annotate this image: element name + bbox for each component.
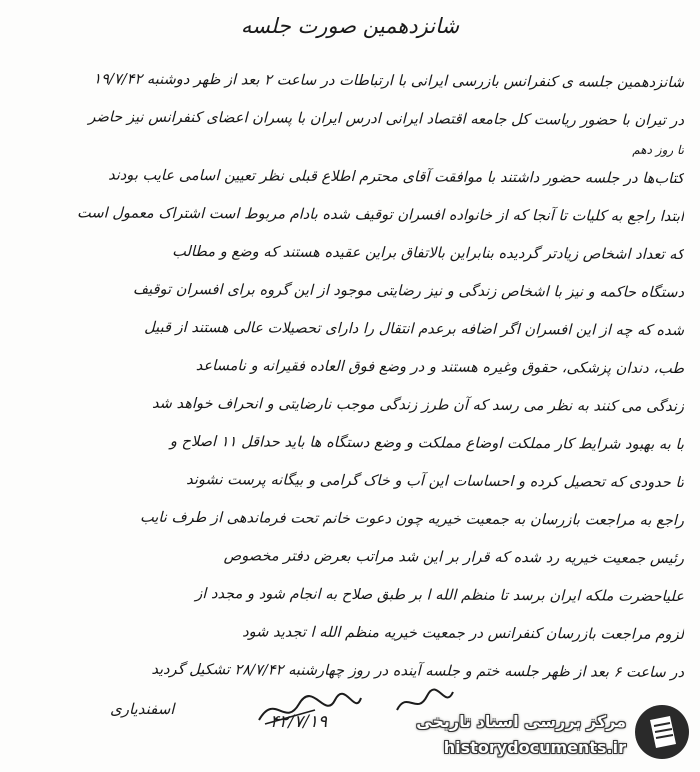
body-line-5: که تعداد اشخاص زیادتر گردیده بنابراین بالاتفاق براین عقیده هستند که وضع و مطالب: [172, 242, 685, 264]
document-archive-logo-icon: [632, 702, 692, 762]
body-line-7: شده که چه از این افسران اگر اضافه برعدم انتقال را دارای تحصیلات عالی هستند از قبیل: [144, 318, 685, 340]
body-line-13: رئیس جمعیت خیریه رد شده که قرار بر این شد مراتب بعرض دفتر مخصوص: [223, 547, 685, 568]
signature-date: ۴۲/۷/۱۹: [270, 712, 328, 732]
archive-watermark: [392, 698, 692, 766]
body-line-6: دستگاه حاکمه و نیز با اشخاص زندگی و نیز رضایتی موجود از این گروه برای افسران توقیف: [132, 280, 685, 302]
margin-annotation: تا روز دهم: [632, 142, 685, 158]
body-line-14: علیاحضرت ملکه ایران برسد تا منظم الله ا بر طبق صلاح به انجام شود و مجدد از: [195, 585, 685, 606]
handwritten-body: [16, 62, 684, 690]
body-line-4: ابتدا راجع به کلیات تا آنجا که از خانواده افسران توقیف شده بادام مربوط است اشتراک معمول است: [77, 204, 685, 226]
body-line-16: در ساعت ۶ بعد از ظهر جلسه ختم و جلسه آینده در روز چهارشنبه ۲۸/۷/۴۲ تشکیل گردید: [151, 660, 685, 682]
body-line-2: در تیران با حضور ریاست کل جامعه اقتصاد ایرانی ادرس ایران با پسران اعضای کنفرانس نیز حاضر: [88, 108, 685, 130]
body-line-3: کتاب‌ها در جلسه حضور داشتند با موافقت آقای محترم اطلاع قبلی نظر تعیین اسامی عایب بودند: [108, 166, 685, 188]
body-line-15: لزوم مراجعت بازرسان کنفرانس در جمعیت خیریه منظم الله ا تجدید شود: [242, 623, 685, 644]
body-line-9: زندگی می کنند به نظر می رسد که آن طرز زندگی موجب نارضایتی و انحراف خواهد شد: [152, 394, 685, 416]
page-title: شانزدهمین صورت جلسه: [240, 14, 460, 38]
body-line-8: طب، دندان پزشکی، حقوق وغیره هستند و در وضع فوق العاده فقیرانه و نامساعد: [195, 357, 685, 378]
body-line-11: تا حدودی که تحصیل کرده و احساسات این آب و خاک گرامی و بیگانه پرست نشوند: [186, 470, 685, 492]
watermark-name: مرکز بررسی اسناد تاریخی: [416, 712, 626, 731]
signature-name: اسفندیاری: [110, 700, 175, 718]
watermark-url: historydocuments.ir: [443, 738, 626, 757]
body-line-10: با به بهبود شرایط کار مملکت اوضاع مملکت و وضع دستگاه ها باید حداقل ۱۱ اصلاح و: [169, 432, 685, 454]
body-line-12: راجع به مراجعت بازرسان به جمعیت خیریه چون دعوت خانم تحت فرماندهی از طرف نایب: [139, 508, 685, 530]
body-line-1: شانزدهمین جلسه ی کنفرانس بازرسی ایرانی با ارتباطات در ساعت ۲ بعد از ظهر دوشنبه ۱۹/۷/۴۲: [93, 70, 685, 92]
